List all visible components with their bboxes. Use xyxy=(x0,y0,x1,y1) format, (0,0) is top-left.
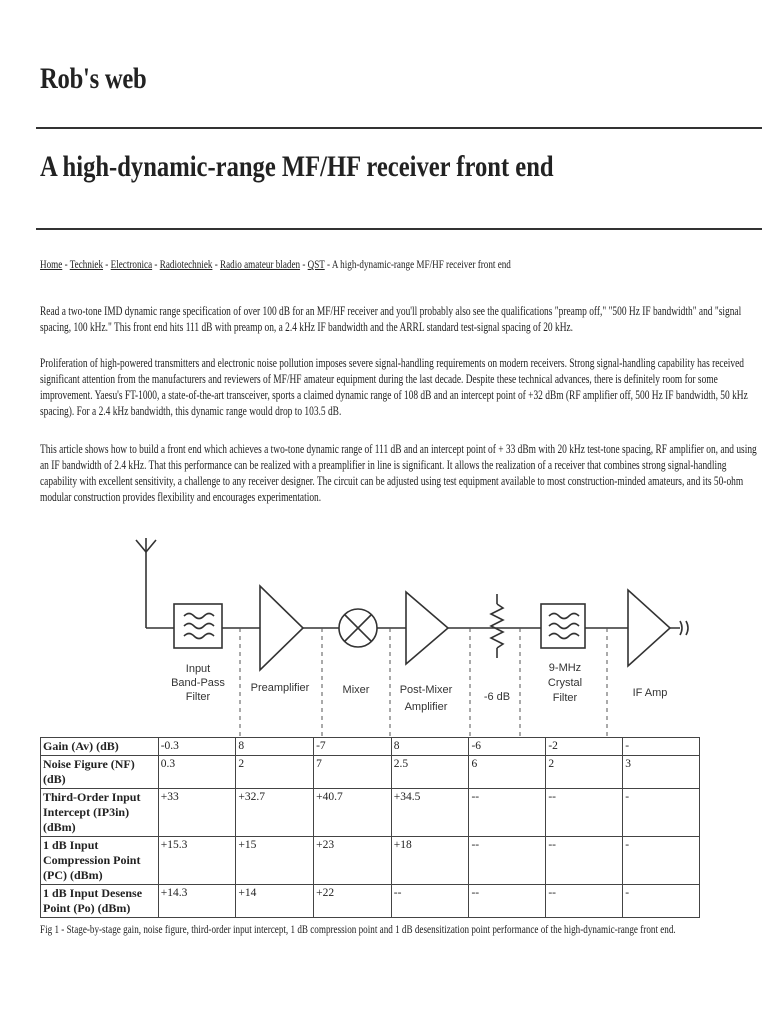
stage-label: Mixer xyxy=(342,684,370,696)
table-cell: 7 xyxy=(314,756,392,789)
intro-paragraph: Read a two-tone IMD dynamic range specification of over 100 dB for an MF/HF receiver and you'll probably also see the qualifications "preamp off," "500 Hz IF bandwidth" and "signal spacing, 100 kHz." This front end hits 111 dB with preamp on, a 2.4 kHz IF bandwidth and the ARRL standard test-signal spacing of 20 kHz. xyxy=(40,304,742,334)
breadcrumb-radiotechniek-link[interactable]: Radiotechniek xyxy=(159,257,213,271)
row-label: Noise Figure (NF) (dB) xyxy=(41,756,159,789)
table-cell: +33 xyxy=(158,789,236,837)
breadcrumb-qst-link[interactable]: QST xyxy=(307,257,325,271)
if-amplifier-icon xyxy=(628,590,670,666)
table-cell: -6 xyxy=(469,738,546,756)
stage-label: Input xyxy=(185,663,211,675)
figure-caption: Fig 1 - Stage-by-stage gain, noise figure, third-order input intercept, 1 dB compression point and 1 dB desensitization point performance of the high-dynamic-range front end. xyxy=(40,922,676,936)
table-cell: -- xyxy=(546,837,623,885)
breadcrumb-separator: - xyxy=(300,257,308,271)
table-cell: 3 xyxy=(623,756,700,789)
stage-label: 9-MHz xyxy=(548,662,582,674)
post-mixer-amplifier-icon xyxy=(406,592,448,664)
stage-label: IF Amp xyxy=(632,687,668,699)
breadcrumb-separator: - xyxy=(324,257,332,271)
table-cell: -2 xyxy=(546,738,623,756)
table-cell: -- xyxy=(546,885,623,918)
stage-label: Filter xyxy=(552,692,578,704)
stage-label: Band-Pass xyxy=(171,677,225,689)
block-diagram xyxy=(40,528,730,738)
stage-label: Filter xyxy=(185,691,211,703)
preamplifier-icon xyxy=(260,586,303,670)
row-label: 1 dB Input Desense Point (Po) (dBm) xyxy=(41,885,159,918)
table-cell: +18 xyxy=(391,837,469,885)
stage-label: Post-Mixer xyxy=(399,684,453,696)
breadcrumb-separator: - xyxy=(152,257,160,271)
table-row xyxy=(41,738,700,756)
row-label: Gain (Av) (dB) xyxy=(41,738,159,756)
table-cell: 0.3 xyxy=(158,756,236,789)
table-cell: +32.7 xyxy=(236,789,314,837)
stage-label: Amplifier xyxy=(404,701,448,713)
table-cell: -0.3 xyxy=(158,738,236,756)
breadcrumb-current: A high-dynamic-range MF/HF receiver front end xyxy=(331,257,511,271)
table-cell: 6 xyxy=(469,756,546,789)
stage-label: Crystal xyxy=(547,677,583,689)
breadcrumb xyxy=(40,257,511,272)
bandpass-filter-icon xyxy=(174,604,222,648)
table-cell: -- xyxy=(469,885,546,918)
table-cell: +23 xyxy=(314,837,392,885)
breadcrumb-separator: - xyxy=(212,257,221,271)
breadcrumb-techniek-link[interactable]: Techniek xyxy=(69,257,104,271)
breadcrumb-separator: - xyxy=(62,257,70,271)
table-cell: 8 xyxy=(391,738,469,756)
table-row xyxy=(41,789,700,837)
breadcrumb-home-link[interactable]: Home xyxy=(40,257,63,271)
table-row xyxy=(41,756,700,789)
row-label: 1 dB Input Compression Point (PC) (dBm) xyxy=(41,837,159,885)
table-cell: -- xyxy=(469,789,546,837)
table-cell: - xyxy=(623,738,700,756)
body-paragraph: Proliferation of high-powered transmitters and electronic noise pollution imposes severe signal-handling requirements on modern receivers. Strong signal-handling capability has received significant attention from the manufacturers and reviewers of MF/HF amateur equipment during the last decade. Despite these technical advances, there is definitely room for some improvement. Yaesu's FT-1000, a state-of-the-art transceiver, sports a claimed dynamic range of 108 dB and an intercept point of +32 dBm (RF amplifier off, 500 Hz IF bandwidth, 50 kHz spacing). For a 2.4 kHz bandwidth, this dynamic range would drop to 103.5 dB. xyxy=(40,356,748,418)
table-cell: -7 xyxy=(314,738,392,756)
breadcrumb-separator: - xyxy=(103,257,111,271)
table-cell: +15.3 xyxy=(158,837,236,885)
divider xyxy=(36,228,762,230)
table-cell: +14 xyxy=(236,885,314,918)
stage-label: Preamplifier xyxy=(250,682,310,694)
table-cell: +14.3 xyxy=(158,885,236,918)
row-label: Third-Order Input Intercept (IP3in) (dBm) xyxy=(41,789,159,837)
breadcrumb-radio-amateur-bladen-link[interactable]: Radio amateur bladen xyxy=(220,257,301,271)
table-cell: +34.5 xyxy=(391,789,469,837)
table-cell: -- xyxy=(469,837,546,885)
body-paragraph: This article shows how to build a front end which achieves a two-tone dynamic range of 111 dB and an intercept point of + 33 dBm with 20 kHz test-tone spacing, RF amplifier on, and using an IF bandwidth of 2.4 kHz. That this performance can be realized with a preamplifier in line is significant. It allows the realization of a receiver that combines strong signal-handling capability with excellent sensitivity, a challenge to any receiver designer. The circuit can be adjusted using test equipment available to most construction-minded amateurs, and its 50-ohm modular construction provides flexibility and encourages experimentation. xyxy=(40,442,757,504)
table-cell: 2.5 xyxy=(391,756,469,789)
table-row xyxy=(41,837,700,885)
page-title: A high-dynamic-range MF/HF receiver front end xyxy=(40,150,554,183)
site-title: Rob's web xyxy=(40,62,147,95)
divider xyxy=(36,127,762,129)
performance-table xyxy=(40,737,700,918)
table-cell: +40.7 xyxy=(314,789,392,837)
attenuator-icon xyxy=(491,604,503,648)
table-cell: - xyxy=(623,789,700,837)
table-cell: 2 xyxy=(546,756,623,789)
table-cell: - xyxy=(623,837,700,885)
table-row xyxy=(41,885,700,918)
stage-label: -6 dB xyxy=(483,691,511,703)
table-cell: +15 xyxy=(236,837,314,885)
table-cell: 8 xyxy=(236,738,314,756)
table-cell: -- xyxy=(546,789,623,837)
table-cell: -- xyxy=(391,885,469,918)
table-cell: +22 xyxy=(314,885,392,918)
table-cell: - xyxy=(623,885,700,918)
table-cell: 2 xyxy=(236,756,314,789)
breadcrumb-electronica-link[interactable]: Electronica xyxy=(110,257,153,271)
